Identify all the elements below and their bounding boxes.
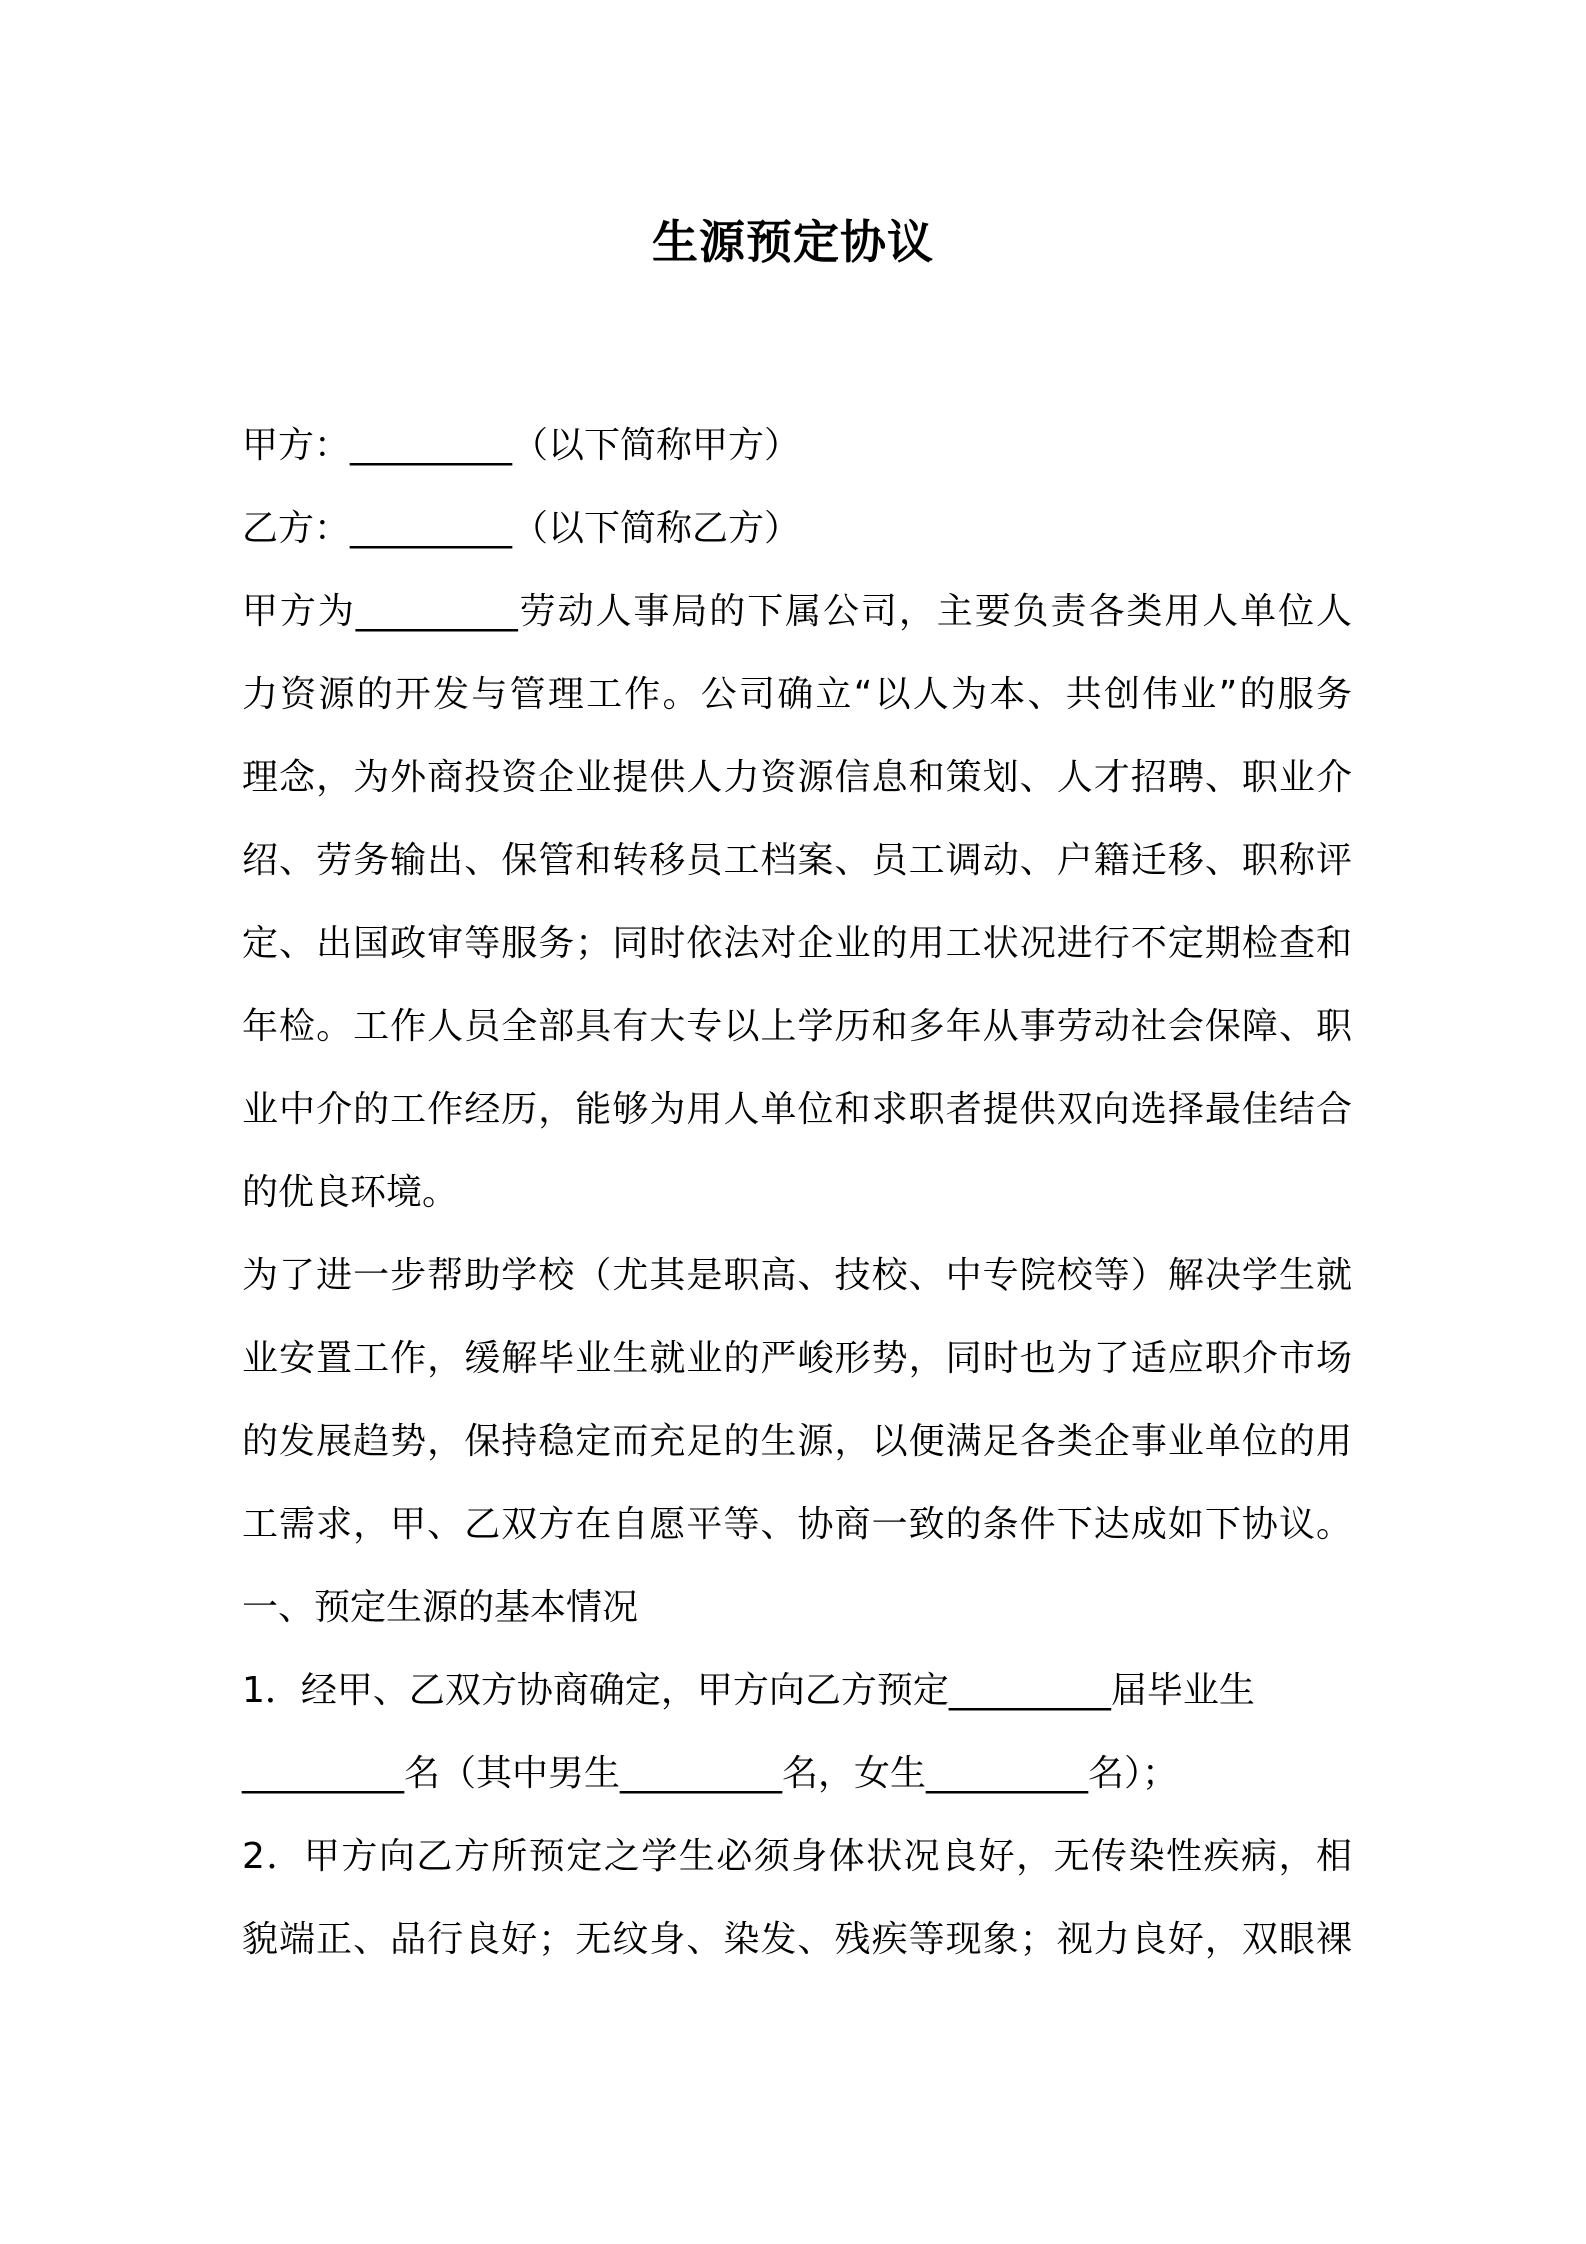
paragraph-line: 定、出国政审等服务；同时依法对企业的用工状况进行不定期检查和 [242, 923, 1352, 964]
paragraph-line: 力资源的开发与管理工作。公司确立“以人为本、共创伟业”的服务 [242, 674, 1352, 715]
paragraph-line: 业中介的工作经历，能够为用人单位和求职者提供双向选择最佳结合 [242, 1089, 1352, 1130]
document-title: 生源预定协议 [652, 215, 934, 269]
paragraph-line: 甲方为_________劳动人事局的下属公司，主要负责各类用人单位人 [242, 591, 1352, 632]
paragraph-line: 的优良环境。 [242, 1172, 459, 1213]
clause-line: _________名（其中男生_________名，女生_________名）； [242, 1753, 1179, 1794]
party-b-line: 乙方：_________（以下简称乙方） [242, 508, 801, 549]
paragraph-line: 工需求，甲、乙双方在自愿平等、协商一致的条件下达成如下协议。 [242, 1504, 1352, 1545]
party-a-line: 甲方：_________（以下简称甲方） [242, 425, 801, 466]
paragraph-line: 的发展趋势，保持稳定而充足的生源，以便满足各类企事业单位的用 [242, 1421, 1352, 1462]
document-body [242, 404, 1352, 1981]
paragraph-line: 业安置工作，缓解毕业生就业的严峻形势，同时也为了适应职介市场 [242, 1338, 1352, 1379]
paragraph-line: 为了进一步帮助学校（尤其是职高、技校、中专院校等）解决学生就 [242, 1255, 1352, 1296]
paragraph-line: 理念，为外商投资企业提供人力资源信息和策划、人才招聘、职业介 [242, 757, 1352, 798]
paragraph-line: 年检。工作人员全部具有大专以上学历和多年从事劳动社会保障、职 [242, 1006, 1352, 1047]
clause-line: 貌端正、品行良好；无纹身、染发、残疾等现象；视力良好，双眼裸 [242, 1919, 1352, 1960]
section-heading: 一、预定生源的基本情况 [242, 1587, 639, 1628]
clause-line: 2．甲方向乙方所预定之学生必须身体状况良好，无传染性疾病，相 [242, 1836, 1352, 1877]
clause-line: 1．经甲、乙双方协商确定，甲方向乙方预定_________届毕业生 [242, 1670, 1255, 1711]
paragraph-line: 绍、劳务输出、保管和转移员工档案、员工调动、户籍迁移、职称评 [242, 840, 1352, 881]
